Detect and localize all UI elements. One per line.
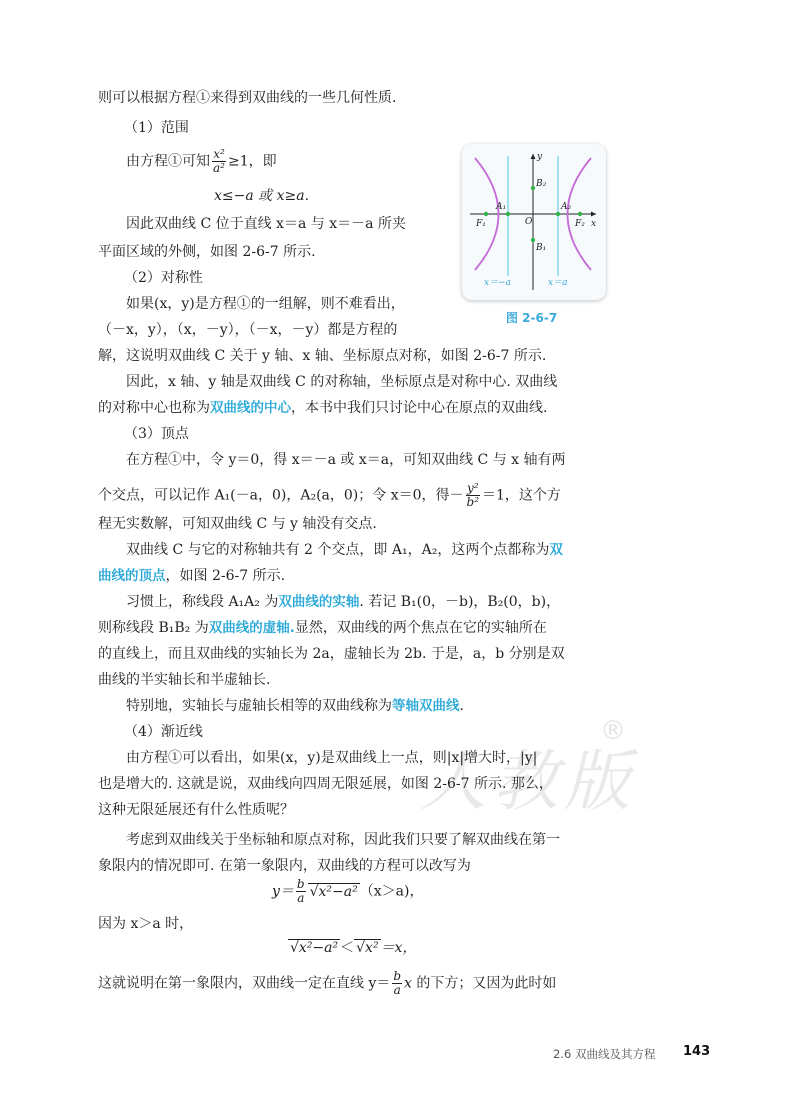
paragraph-line: 个交点，可以记作 A₁(－a，0)，A₂(a，0)；令 x＝0，得－ $\frac{\text{y²}}{\text{b²}}$ ＝1，这个方 bbox=[98, 481, 561, 509]
paragraph-line: 特别地，实轴长与虚轴长相等的双曲线称为等轴双曲线. bbox=[126, 698, 464, 714]
x-axis-arrow bbox=[591, 212, 596, 217]
label-line-neg-a: x＝−a bbox=[484, 278, 511, 288]
figure-caption: 图 2-6-7 bbox=[506, 311, 558, 325]
paragraph-line: 因此双曲线 C 位于直线 x＝a 与 x＝－a 所夹 bbox=[126, 216, 406, 232]
point-f1 bbox=[484, 212, 488, 216]
paragraph-line: 也是增大的. 这就是说，双曲线向四周无限延展，如图 2-6-7 所示. 那么， bbox=[98, 776, 553, 792]
point-b2 bbox=[531, 186, 535, 190]
label-origin: O bbox=[525, 217, 533, 227]
subheading-asymptote: （4）渐近线 bbox=[124, 724, 203, 740]
label-a1: A₁ bbox=[496, 202, 507, 212]
paragraph-line: 程无实数解，可知双曲线 C 与 y 轴没有交点. bbox=[98, 516, 377, 532]
subheading-vertex: （3）顶点 bbox=[124, 426, 189, 442]
paragraph-line: 象限内的情况即可. 在第一象限内，双曲线的方程可以改写为 bbox=[98, 858, 471, 874]
paragraph-line: 解，这说明双曲线 C 关于 y 轴、x 轴、坐标原点对称，如图 2-6-7 所示. bbox=[98, 348, 547, 364]
paragraph-line: 这种无限延展还有什么性质呢？ bbox=[98, 802, 294, 818]
paragraph-line: 则可以根据方程①来得到双曲线的一些几何性质. bbox=[98, 90, 397, 106]
point-a1 bbox=[506, 212, 510, 216]
paragraph-line: 平面区域的外侧，如图 2-6-7 所示. bbox=[98, 244, 316, 260]
label-x: x bbox=[591, 219, 597, 229]
paragraph-line: 在方程①中，令 y＝0，得 x＝－a 或 x＝a，可知双曲线 C 与 x 轴有两 bbox=[126, 452, 566, 468]
subheading-range: （1）范围 bbox=[124, 120, 189, 136]
label-f1: F₁ bbox=[476, 219, 486, 229]
paragraph-line: 习惯上，称线段 A₁A₂ 为双曲线的实轴. 若记 B₁(0，－b)，B₂(0，b)， bbox=[126, 594, 561, 610]
fraction-y2-b2: $\frac{\text{y²}}{\text{b²}}$ bbox=[466, 481, 480, 509]
point-f2 bbox=[578, 212, 582, 216]
term-center: 双曲线的中心 bbox=[210, 400, 291, 416]
paragraph-line: 曲线的顶点，如图 2-6-7 所示. bbox=[98, 568, 286, 584]
paragraph-line: 这就说明在第一象限内，双曲线一定在直线 y＝ $\frac{b}{a}$ x 的下方；又因为此时如 bbox=[98, 969, 557, 997]
paragraph-line: 由方程①可知 $\frac{\text{x²}}{\text{a²}}$ ≥1，即 bbox=[126, 147, 277, 175]
page-number: 143 bbox=[683, 1044, 711, 1059]
term-equi-hyperbola: 等轴双曲线 bbox=[392, 698, 460, 714]
label-f2: F₂ bbox=[575, 219, 585, 229]
inequality-roots: √x²−a² ＜ √x² ＝x， bbox=[290, 940, 417, 956]
registered-mark: ® bbox=[600, 716, 626, 746]
term-imag-axis: 双曲线的虚轴. bbox=[208, 620, 295, 636]
paragraph-line: 由方程①可以看出，如果(x，y)是双曲线上一点，则|x|增大时，|y| bbox=[126, 750, 538, 766]
fraction-x2-a2: $\frac{\text{x²}}{\text{a²}}$ bbox=[213, 147, 225, 175]
paragraph-line: 因为 x＞a 时， bbox=[98, 916, 194, 932]
label-b2: B₂ bbox=[536, 179, 547, 189]
term-vertex: 曲线的顶点 bbox=[98, 568, 166, 584]
paragraph-line: 的直线上，而且双曲线的实轴长为 2a，虚轴长为 2b. 于是，a，b 分别是双 bbox=[98, 646, 565, 662]
point-a2 bbox=[556, 212, 560, 216]
y-axis-arrow bbox=[531, 154, 536, 159]
paragraph-line: 双曲线 C 与它的对称轴共有 2 个交点，即 A₁，A₂，这两个点都称为双 bbox=[126, 542, 563, 558]
footer-section-title: 2.6 双曲线及其方程 bbox=[553, 1047, 656, 1061]
paragraph-line: 如果(x，y)是方程①的一组解，则不难看出， bbox=[126, 296, 405, 312]
label-a2: A₂ bbox=[561, 202, 572, 212]
paragraph-line: 曲线的半实轴长和半虚轴长. bbox=[98, 672, 271, 688]
hyperbola-diagram bbox=[462, 144, 606, 300]
publisher-watermark: 人教版 bbox=[420, 743, 636, 820]
point-b1 bbox=[531, 238, 535, 242]
paragraph-line: 考虑到双曲线关于坐标轴和原点对称，因此我们只要了解双曲线在第一 bbox=[126, 832, 560, 848]
figure-hyperbola bbox=[462, 144, 606, 300]
paragraph-line: 的对称中心也称为双曲线的中心，本书中我们只讨论中心在原点的双曲线. bbox=[98, 400, 548, 416]
label-line-a: x＝a bbox=[548, 278, 568, 288]
inequality: x≤−a 或 x≥a. bbox=[214, 188, 310, 204]
paragraph-line: 因此，x 轴、y 轴是双曲线 C 的对称轴，坐标原点是对称中心. 双曲线 bbox=[126, 374, 558, 390]
paragraph-line: （－x，y），（x，－y），（－x，－y）都是方程的 bbox=[98, 322, 398, 338]
subheading-symmetry: （2）对称性 bbox=[124, 270, 203, 286]
label-b1: B₁ bbox=[536, 243, 547, 253]
paragraph-line: 则称线段 B₁B₂ 为双曲线的虚轴.显然，双曲线的两个焦点在它的实轴所在 bbox=[98, 620, 547, 636]
equation-first-quadrant: y＝ $\frac{b}{a}$ √x²−a² （x＞a)， bbox=[272, 877, 424, 905]
label-y: y bbox=[537, 152, 543, 162]
term-vertex-part: 双 bbox=[549, 542, 563, 558]
term-real-axis: 双曲线的实轴 bbox=[278, 594, 360, 610]
